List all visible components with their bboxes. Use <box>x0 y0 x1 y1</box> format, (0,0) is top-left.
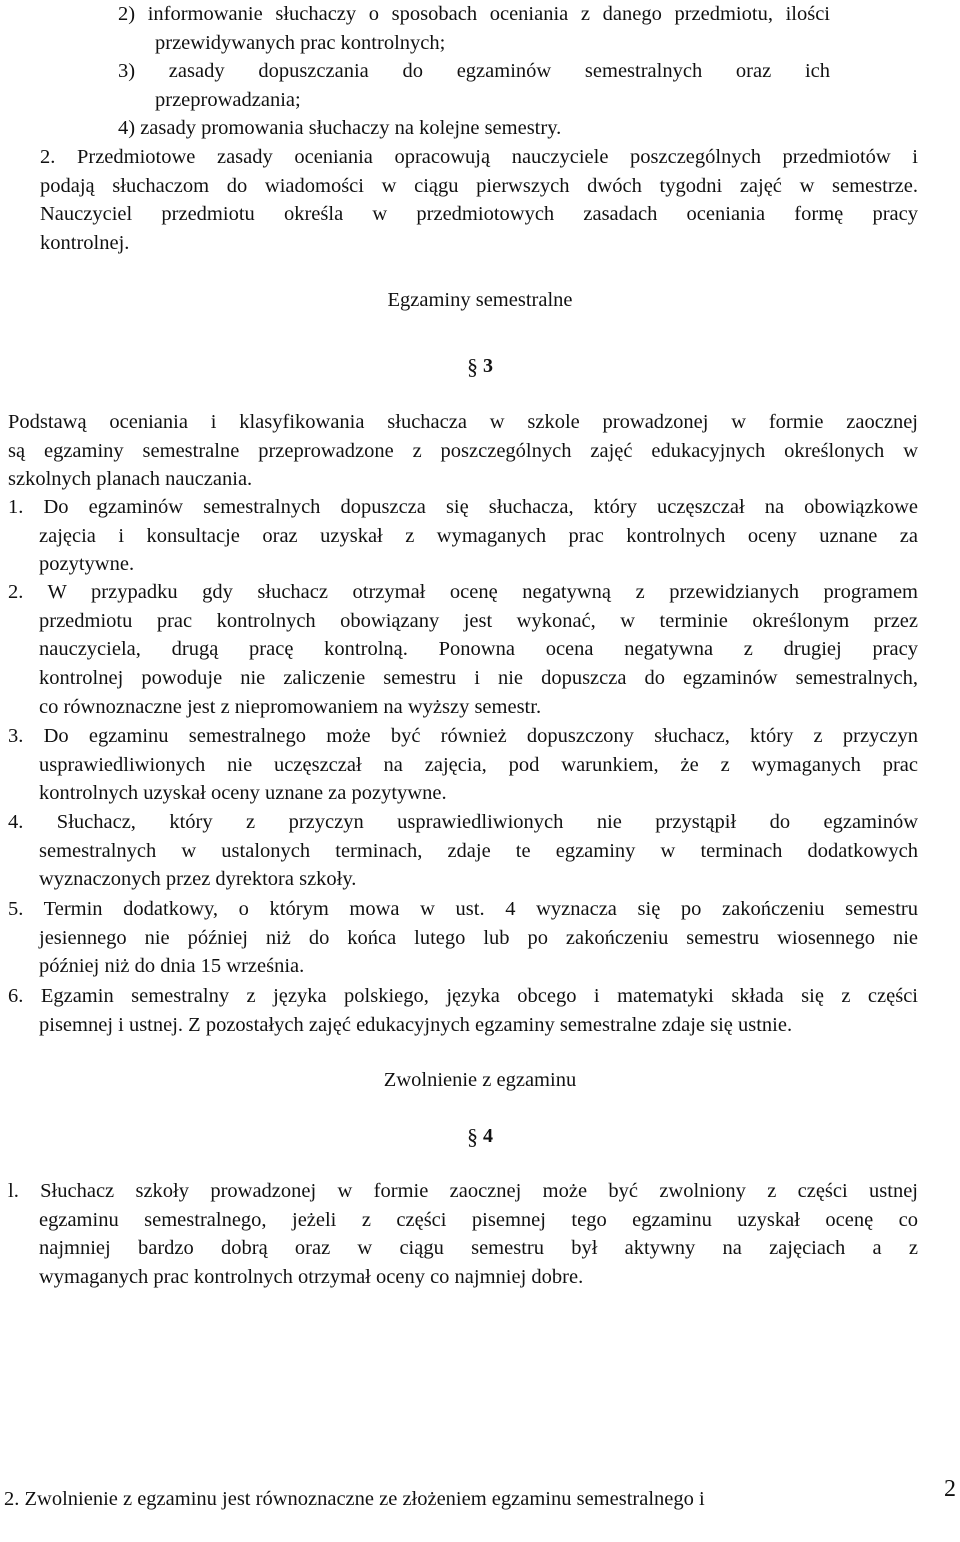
paragraph-line: Nauczyciel przedmiotu określa w przedmiotowych zasadach oceniania formę pracy <box>40 203 918 226</box>
point-line: jesiennego nie później niż do końca lutego lub po zakończeniu semestru wiosennego nie <box>39 926 918 949</box>
paragraph-line: szkolnych planach nauczania. <box>8 468 253 491</box>
paragraph-line: są egzaminy semestralne przeprowadzone z poszczególnych zajęć edukacyjnych określonych w <box>8 439 918 462</box>
point-line: kontrolnych uzyskał oceny uznane za pozytywne. <box>39 782 447 805</box>
section-number: 4 <box>483 1125 493 1147</box>
point-line: usprawiedliwionych nie uczęszczał na zajęcia, pod warunkiem, że z wymaganych prac <box>39 753 918 776</box>
list-item <box>118 0 830 57</box>
paragraph-line: l. Słuchacz szkoły prowadzonej w formie zaocznej może być zwolniony z części ustnej <box>8 1180 918 1202</box>
point-line: 6. Egzamin semestralny z języka polskiego, języka obcego i matematyki składa się z części <box>8 985 918 1007</box>
point-line: nauczyciela, drugą pracę kontrolną. Ponowna ocena negatywna z drugiej pracy <box>39 638 918 661</box>
list-item <box>118 114 830 143</box>
point-line: kontrolnej powoduje nie zaliczenie semestru i nie dopuszcza do egzaminów semestralnych, <box>39 667 918 690</box>
point-4 <box>8 808 918 894</box>
point-line: przedmiotu prac kontrolnych obowiązany jest wykonać, w terminie określonym przez <box>39 609 918 632</box>
paragraph-2 <box>40 143 918 258</box>
point-line: pisemnej i ustnej. Z pozostałych zajęć edukacyjnych egzaminy semestralne zdaje się ustnie. <box>39 1013 793 1036</box>
point-line: 3. Do egzaminu semestralnego może być również dopuszczony słuchacz, który z przyczyn <box>8 725 918 747</box>
point-line: wyznaczonych przez dyrektora szkoły. <box>39 868 357 891</box>
point-line: 4. Słuchacz, który z przyczyn usprawiedliwionych nie przystąpił do egzaminów <box>8 811 918 833</box>
paragraph-line: kontrolnej. <box>40 232 130 255</box>
bottom-paragraph-line: 2. Zwolnienie z egzaminu jest równoznaczne ze złożeniem egzaminu semestralnego i <box>4 1488 705 1510</box>
section-number-4 <box>0 1122 960 1151</box>
list-item-continuation: przeprowadzania; <box>155 88 301 111</box>
point-line: 2. W przypadku gdy słuchacz otrzymał ocenę negatywną z przewidzianych programem <box>8 581 918 603</box>
point-line: pozytywne. <box>39 553 135 576</box>
paragraph-line: najmniej bardzo dobrą oraz w ciągu semestru był aktywny na zajęciach a z <box>39 1237 918 1260</box>
point-line: 1. Do egzaminów semestralnych dopuszcza się słuchacza, który uczęszczał na obowiązkowe <box>8 496 918 518</box>
point-5 <box>8 895 918 981</box>
point-2 <box>8 578 918 722</box>
paragraph-line: Podstawą oceniania i klasyfikowania słuchacza w szkole prowadzonej w formie zaocznej <box>8 411 918 433</box>
page-number: 2 <box>944 1476 956 1502</box>
paragraph-line: 2. Przedmiotowe zasady oceniania opracowują nauczyciele poszczególnych przedmiotów i <box>40 146 918 168</box>
intro-paragraph <box>8 408 918 494</box>
point-3 <box>8 722 918 808</box>
point-line: semestralnych w ustalonych terminach, zdaje te egzaminy w terminach dodatkowych <box>39 839 918 862</box>
paragraph-sign: § <box>467 1124 478 1149</box>
paragraph-line: wymaganych prac kontrolnych otrzymał oceny co najmniej dobre. <box>39 1266 584 1289</box>
list-item-line: 3) zasady dopuszczania do egzaminów semestralnych oraz ich <box>118 60 830 82</box>
list-item-line: 2) informowanie słuchaczy o sposobach oceniania z danego przedmiotu, ilości <box>118 3 830 25</box>
point-line: 5. Termin dodatkowy, o którym mowa w ust. 4 wyznacza się po zakończeniu semestru <box>8 898 918 920</box>
list-item <box>118 57 830 114</box>
point-line: zajęcia i konsultacje oraz uzyskał z wymaganych prac kontrolnych oceny uznane za <box>39 524 918 547</box>
paragraph-sign: § <box>467 354 478 379</box>
point-line: co równoznaczne jest z niepromowaniem na wyższy semestr. <box>39 695 542 718</box>
exemption-paragraph <box>8 1177 918 1292</box>
paragraph-line: podają słuchaczom do wiadomości w ciągu pierwszych dwóch tygodni zajęć w semestrze. <box>40 174 918 197</box>
section-number: 3 <box>483 355 493 377</box>
paragraph-line: egzaminu semestralnego, jeżeli z części pisemnej tego egzaminu uzyskał ocenę co <box>39 1208 918 1231</box>
section-heading-exams: Egzaminy semestralne <box>387 289 573 311</box>
point-6 <box>8 982 918 1039</box>
list-item-continuation: przewidywanych prac kontrolnych; <box>155 31 446 54</box>
point-1 <box>8 493 918 579</box>
point-line: później niż do dnia 15 września. <box>39 955 305 978</box>
section-heading-exemption: Zwolnienie z egzaminu <box>383 1069 577 1091</box>
section-number-3 <box>0 352 960 381</box>
list-item-line: 4) zasady promowania słuchaczy na kolejne semestry. <box>118 117 562 139</box>
